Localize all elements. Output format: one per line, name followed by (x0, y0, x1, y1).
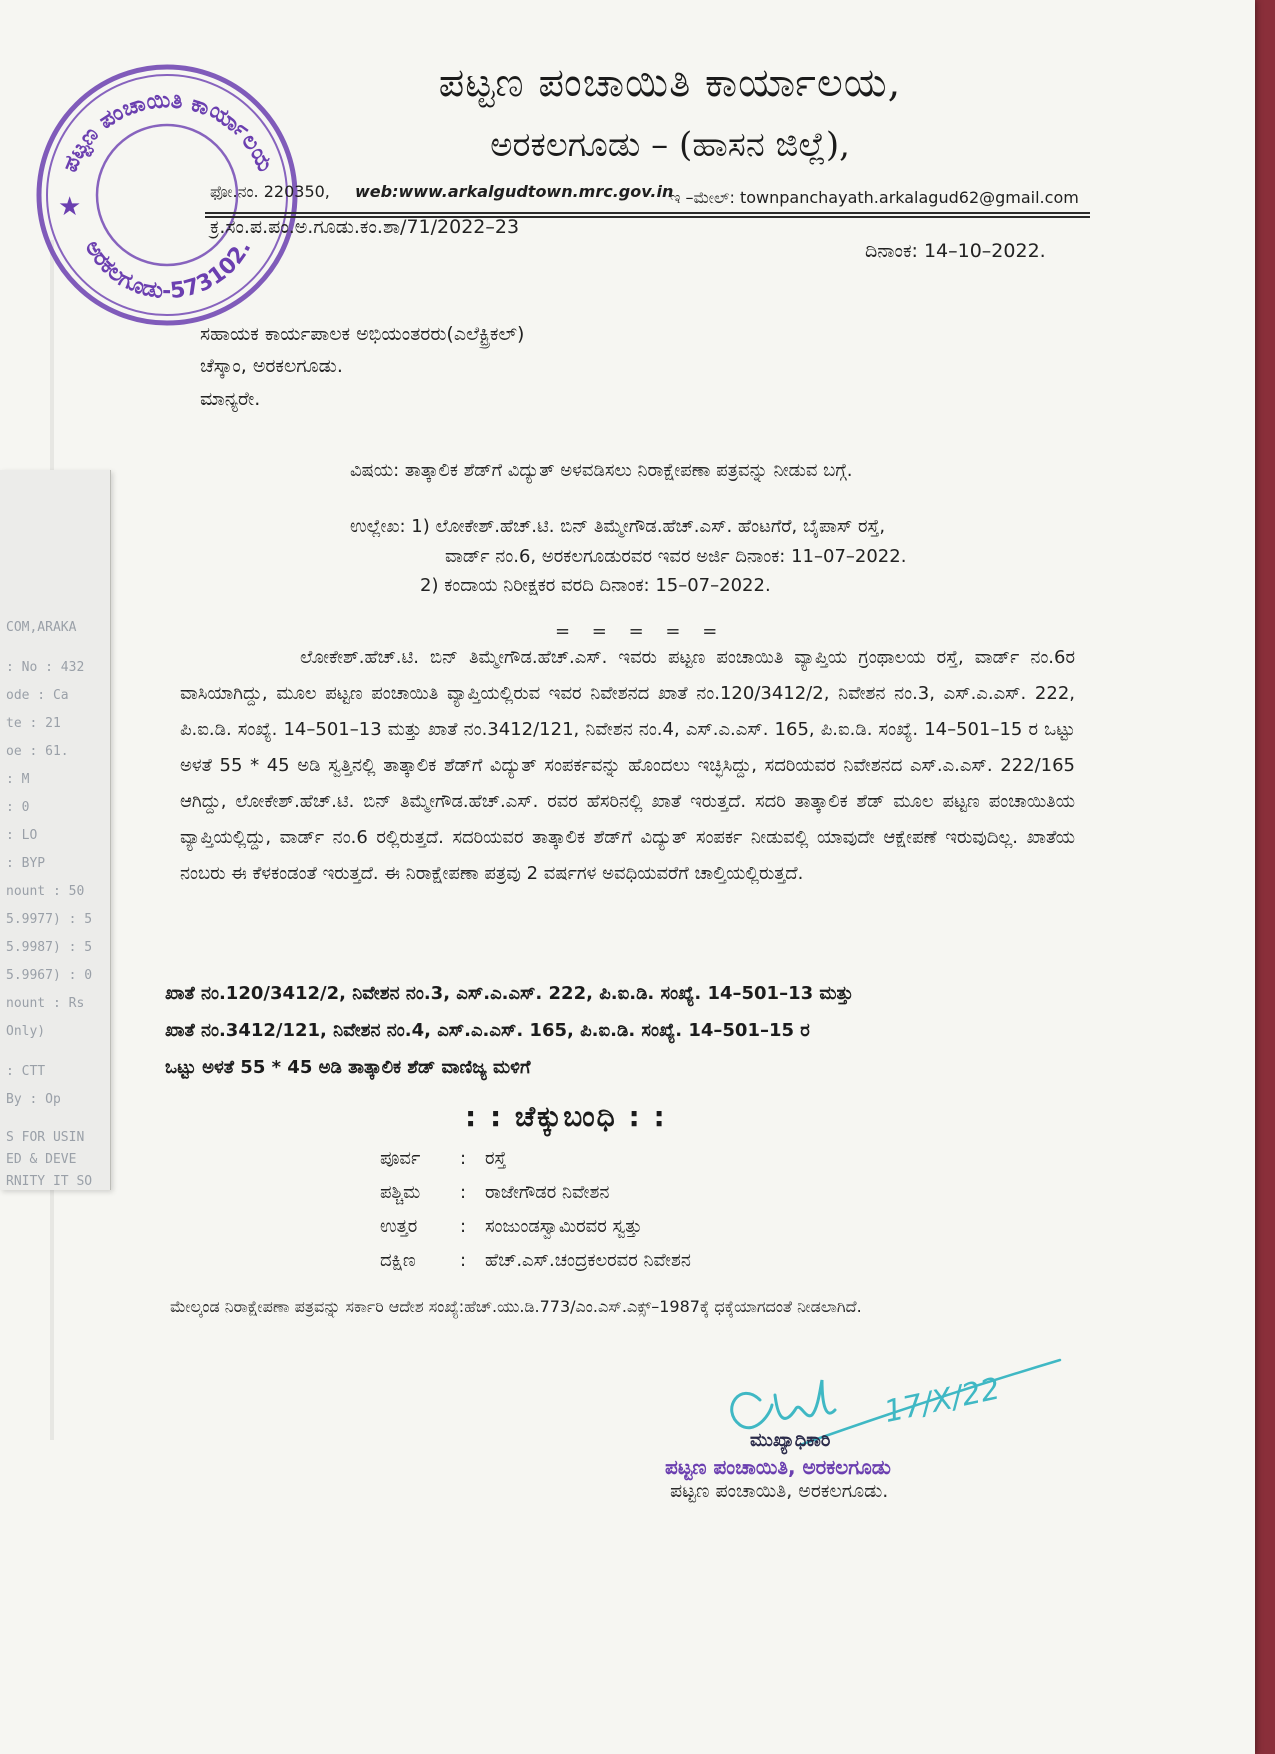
boundary-value: ಸಂಜುಂಡಸ್ವಾಮಿರವರ ಸ್ವತ್ತು (485, 1216, 643, 1237)
office-subtitle: ಅರಕಲಗೂಡು – (ಹಾಸನ ಜಿಲ್ಲೆ), (490, 125, 850, 165)
boundaries-heading: : : ಚೆಕ್ಕುಬಂಧಿ : : (465, 1100, 667, 1133)
subject-line: ವಿಷಯ: ತಾತ್ಕಾಲಿಕ ಶೆಡ್‌ಗೆ ವಿದ್ಯುತ್ ಅಳವಡಿಸಲು ನಿರಾಕ್ಷೇಪಣಾ ಪತ್ರವನ್ನು ನೀಡುವ ಬಗ್ಗೆ. (350, 460, 853, 481)
seal-star-icon: ★ (58, 192, 82, 222)
receipt-fragment: 5.9987) : 5 (6, 940, 93, 955)
email-address[interactable]: ಇ –ಮೇಲ್: townpanchayath.arkalagud62@gmail.com (670, 188, 1079, 207)
receipt-fragment: : LO (6, 828, 38, 843)
receipt-fragment: By : Op (6, 1092, 61, 1107)
reference-2: 2) ಕಂದಾಯ ನಿರೀಕ್ಷಕರ ವರದಿ ದಿನಾಂಕ: 15–07–2022. (420, 575, 771, 597)
closing-statement: ಮೇಲ್ಕಂಡ ನಿರಾಕ್ಷೇಪಣಾ ಪತ್ರವನ್ನು ಸರ್ಕಾರಿ ಆದೇಶ ಸಂಖ್ಯೆ:ಹೆಚ್.ಯು.ಡಿ.773/ಎಂ.ಎಸ್.ಎಕ್ಸ್–1987ಕ್ಕೆ ಧಕ್ಕೆಯಾಗದಂತೆ ನೀಡಲಾಗಿದೆ. (170, 1297, 862, 1316)
references-label: ಉಲ್ಲೇಖ: (350, 516, 406, 537)
boundary-row (380, 1148, 880, 1182)
receipt-fragment: : BYP (6, 856, 46, 871)
reference-1-continued: ವಾರ್ಡ್ ನಂ.6, ಅರಕಲಗೂಡುರವರ ಇವರ ಅರ್ಜಿ ದಿನಾಂಕ: 11–07–2022. (445, 545, 907, 567)
header-rule (205, 212, 1090, 214)
boundary-direction: ಪಶ್ಚಿಮ (380, 1182, 421, 1203)
letter-body: ಲೋಕೇಶ್.ಹೆಚ್.ಟಿ. ಬಿನ್ ತಿಮ್ಮೇಗೌಡ.ಹೆಚ್.ಎಸ್. ಇವರು ಪಟ್ಟಣ ಪಂಚಾಯಿತಿ ವ್ಯಾಪ್ತಿಯ ಗ್ರಂಥಾಲಯ ರಸ್ತೆ, ವಾರ್ಡ್ ನಂ.6ರ ವಾಸಿಯಾಗಿದ್ದು, ಮೂಲ ಪಟ್ಟಣ ಪಂಚಾಯಿತಿ ವ್ಯಾಪ್ತಿಯಲ್ಲಿರುವ ಇವರ ನಿವೇಶನದ ಖಾತೆ ನಂ.120/3412/2, ನಿವೇಶನ ನಂ.3, ಎಸ್.ಎ.ಎಸ್. 222, ಪಿ.ಐ.ಡಿ. ಸಂಖ್ಯೆ. 14–501–13 ಮತ್ತು ಖಾತೆ ನಂ.3412/121, ನಿವೇಶನ ನಂ.4, ಎಸ್.ಎ.ಎಸ್. 165, ಪಿ.ಐ.ಡಿ. ಸಂಖ್ಯೆ. 14–501–15 ರ ಒಟ್ಟು ಅಳತೆ 55 * 45 ಅಡಿ ಸ್ವತ್ತಿನಲ್ಲಿ ತಾತ್ಕಾಲಿಕ ಶೆಡ್‌ಗೆ ವಿದ್ಯುತ್ ಸಂಪರ್ಕವನ್ನು ಹೊಂದಲು ಇಚ್ಛಿಸಿದ್ದು, ಸದರಿಯವರ ನಿವೇಶನದ ಎಸ್.ಎ.ಎಸ್. 222/165 ಆಗಿದ್ದು, ಲೋಕೇಶ್.ಹೆಚ್.ಟಿ. ಬಿನ್ ತಿಮ್ಮೇಗೌಡ.ಹೆಚ್.ಎಸ್. ರವರ ಹೆಸರಿನಲ್ಲಿ ಖಾತೆ ಇರುತ್ತದೆ. ಸದರಿ ತಾತ್ಕಾಲಿಕ ಶೆಡ್ ಮೂಲ ಪಟ್ಟಣ ಪಂಚಾಯಿತಿಯ ವ್ಯಾಪ್ತಿಯಲ್ಲಿದ್ದು, ವಾರ್ಡ್ ನಂ.6 ರಲ್ಲಿರುತ್ತದೆ. ಸದರಿಯವರ ತಾತ್ಕಾಲಿಕ ಶೆಡ್‌ಗೆ ವಿದ್ಯುತ್ ಸಂಪರ್ಕ ನೀಡುವಲ್ಲಿ ಯಾವುದೇ ಆಕ್ಷೇಪಣೆ ಇರುವುದಿಲ್ಲ. ಖಾತೆಯ ನಂಬರು ಈ ಕೆಳಕಂಡಂತೆ ಇರುತ್ತದೆ. ಈ ನಿರಾಕ್ಷೇಪಣಾ ಪತ್ರವು 2 ವರ್ಷಗಳ ಅವಧಿಯವರೆಗೆ ಚಾಲ್ತಿಯಲ್ಲಿರುತ್ತದೆ. (180, 647, 1075, 884)
boundary-row (380, 1250, 880, 1284)
property-line: ಖಾತೆ ನಂ.3412/121, ನಿವೇಶನ ನಂ.4, ಎಸ್.ಎ.ಎಸ್. 165, ಪಿ.ಐ.ಡಿ. ಸಂಖ್ಯೆ. 14–501–15 ರ (165, 1020, 810, 1041)
boundary-value: ರಾಜೇಗೌಡರ ನಿವೇಶನ (485, 1182, 610, 1203)
website-link[interactable]: web:www.arkalgudtown.mrc.gov.in (355, 182, 674, 201)
receipt-fragment: : CTT (6, 1064, 46, 1079)
receipt-fragment: : 0 (6, 800, 30, 815)
officer-stamp: ಪಟ್ಟಣ ಪಂಚಾಯಿತಿ, ಅರಕಲಗೂಡು (665, 1455, 891, 1479)
seal-top-text: ಪಟ್ಟಣ ಪಂಚಾಯಿತಿ ಕಾರ್ಯಾಲಯ (57, 87, 278, 176)
boundary-direction: ದಕ್ಷಿಣ (380, 1250, 416, 1271)
seal-bottom-text: ಅರಕಲಗೂಡು-573102. (79, 236, 257, 305)
handwritten-signature (700, 1350, 1080, 1470)
signature-date: 17/X/22 (881, 1371, 1004, 1430)
boundary-row (380, 1216, 880, 1250)
receipt-fragment: nount : Rs (6, 996, 85, 1011)
receipt-fragment: ode : Ca (6, 688, 69, 703)
letter-date: ದಿನಾಂಕ: 14–10–2022. (865, 240, 1046, 262)
boundary-colon: : (460, 1182, 467, 1203)
office-title: ಪಟ್ಟಣ ಪಂಚಾಯಿತಿ ಕಾರ್ಯಾಲಯ, (438, 60, 902, 106)
receipt-fragment: COM,ARAKA (6, 620, 77, 635)
recipient-designation: ಸಹಾಯಕ ಕಾರ್ಯಪಾಲಕ ಅಭಿಯಂತರರು(ಎಲೆಕ್ಟ್ರಿಕಲ್) (200, 323, 525, 345)
boundary-colon: : (460, 1148, 467, 1169)
receipt-fragment: oe : 61. (6, 744, 69, 759)
receipt-fragment: 5.9967) : 0 (6, 968, 93, 983)
boundary-direction: ಪೂರ್ವ (380, 1148, 421, 1169)
property-line: ಖಾತೆ ನಂ.120/3412/2, ನಿವೇಶನ ನಂ.3, ಎಸ್.ಎ.ಎಸ್. 222, ಪಿ.ಐ.ಡಿ. ಸಂಖ್ಯೆ. 14–501–13 ಮತ್ತು (165, 983, 854, 1004)
reference-number: ಕ್ರ.ಸಂ.ಪ.ಪಂ.ಅ.ಗೂಡು.ಕಂ.ಶಾ/71/2022–23 (210, 216, 520, 238)
property-details (165, 975, 1065, 1086)
section-divider: = = = = = (555, 621, 726, 642)
receipt-fragment: : M (6, 772, 30, 787)
phone-number: ಫೋ.ನಂ. 220350, (210, 182, 330, 201)
boundary-colon: : (460, 1250, 467, 1271)
underlying-receipt (0, 470, 111, 1190)
boundary-colon: : (460, 1216, 467, 1237)
references-block (350, 512, 1070, 601)
reference-1: 1) ಲೋಕೇಶ್.ಹೆಚ್.ಟಿ. ಬಿನ್ ತಿಮ್ಮೇಗೌಡ.ಹೆಚ್.ಎಸ್. ಹೆಂಟಗೆರೆ, ಬೈಪಾಸ್ ರಸ್ತೆ, (411, 516, 886, 537)
officer-office: ಪಟ್ಟಣ ಪಂಚಾಯಿತಿ, ಅರಕಲಗೂಡು. (670, 1480, 889, 1502)
officer-designation: ಮುಖ್ಯಾಧಿಕಾರಿ (750, 1430, 831, 1451)
boundary-direction: ಉತ್ತರ (380, 1216, 418, 1237)
receipt-fragment: Only) (6, 1024, 46, 1039)
salutation: ಮಾನ್ಯರೇ. (200, 388, 261, 410)
receipt-fragment: S FOR USIN (6, 1130, 85, 1145)
receipt-fragment: ED & DEVE (6, 1152, 77, 1167)
boundary-value: ರಸ್ತೆ (485, 1148, 507, 1169)
receipt-fragment: 5.9977) : 5 (6, 912, 93, 927)
receipt-fragment: RNITY IT SO (6, 1174, 93, 1189)
boundary-value: ಹೆಚ್.ಎಸ್.ಚಂದ್ರಕಲರವರ ನಿವೇಶನ (485, 1250, 691, 1271)
recipient-address (200, 318, 524, 383)
receipt-fragment: te : 21 (6, 716, 61, 731)
receipt-fragment: : No : 432 (6, 660, 85, 675)
boundary-row (380, 1182, 880, 1216)
recipient-office: ಚೆಸ್ಕಾಂ, ಅರಕಲಗೂಡು. (200, 355, 343, 378)
boundaries-table (380, 1148, 880, 1284)
receipt-fragment: nount : 50 (6, 884, 85, 899)
contact-details (210, 180, 1090, 210)
property-line: ಒಟ್ಟು ಅಳತೆ 55 * 45 ಅಡಿ ತಾತ್ಕಾಲಿಕ ಶೆಡ್ ವಾಣಿಜ್ಯ ಮಳಿಗೆ (165, 1057, 531, 1078)
